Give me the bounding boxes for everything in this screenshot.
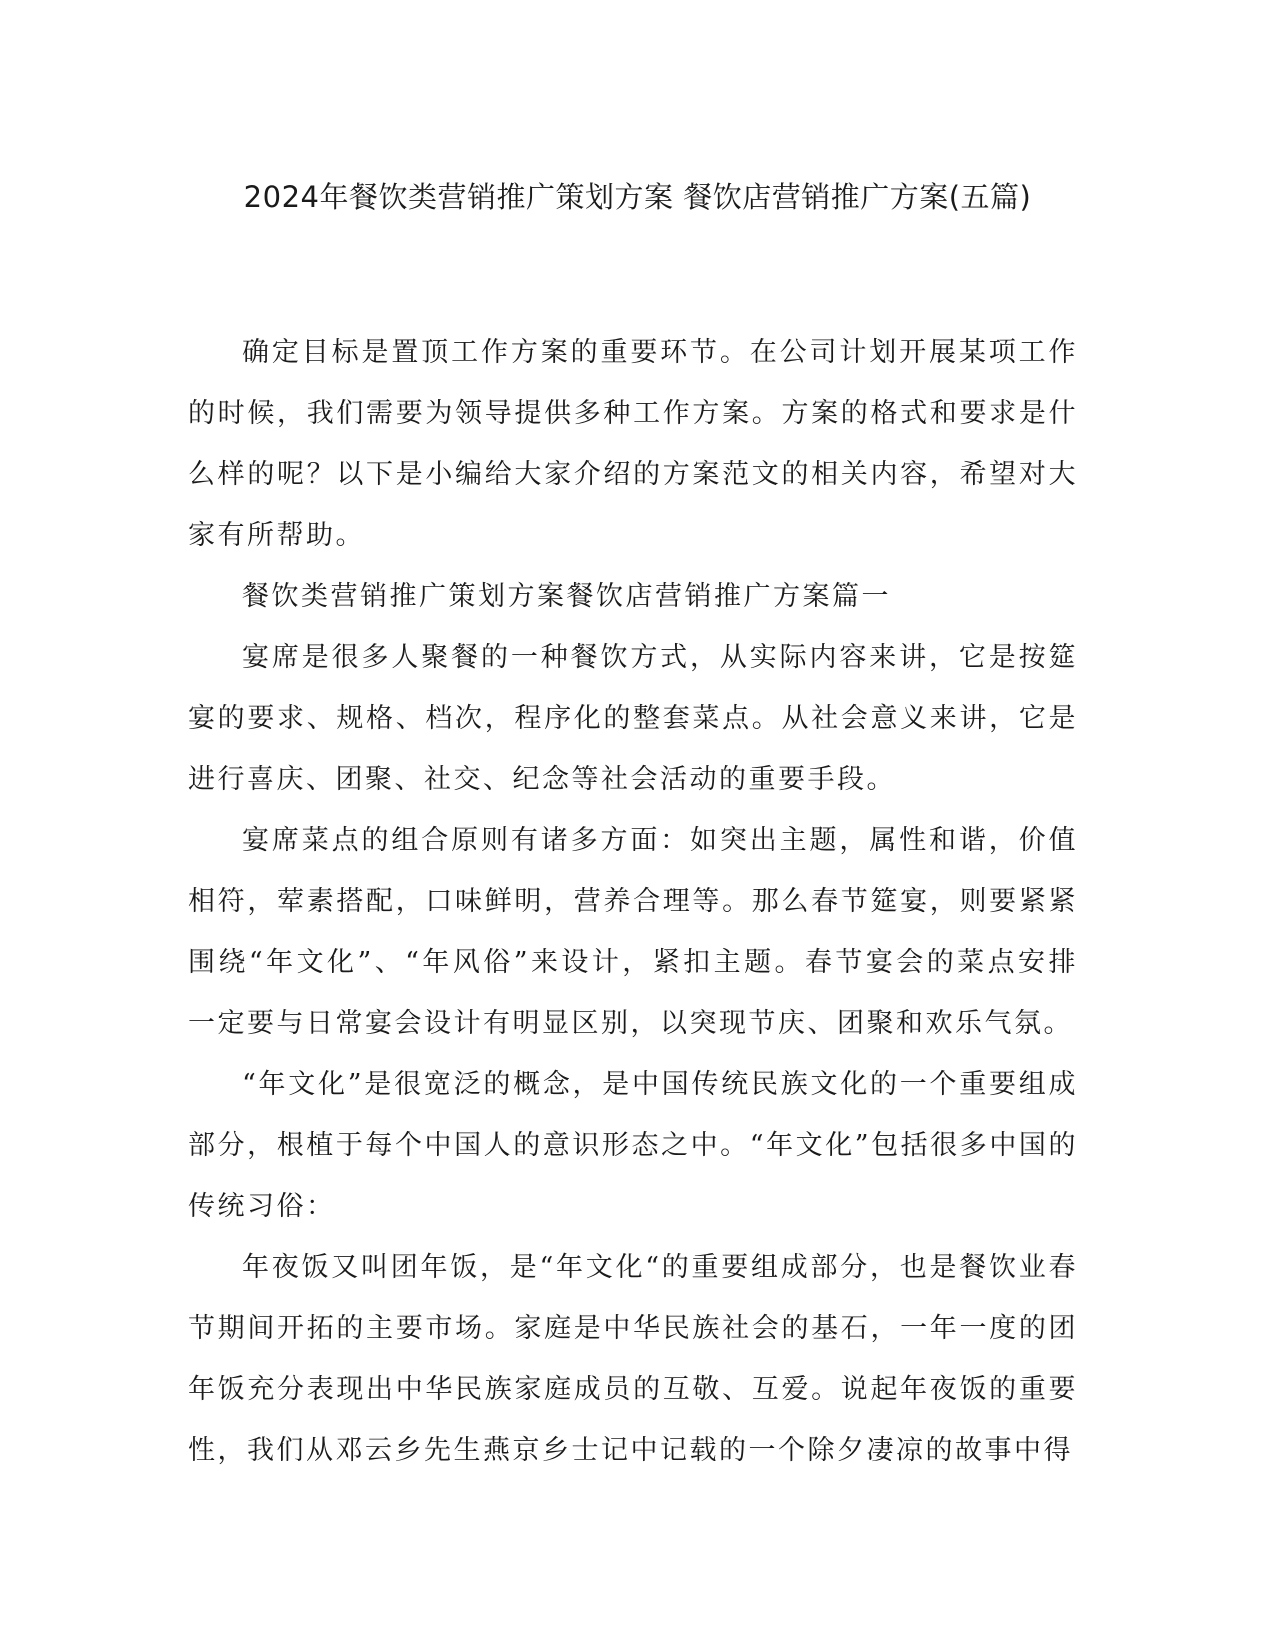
paragraph-new-year-culture: “年文化”是很宽泛的概念，是中国传统民族文化的一个重要组成部分，根植于每个中国人的意识形态之中。“年文化”包括很多中国的传统习俗： [188, 1069, 1078, 1222]
paragraph-reunion-dinner: 年夜饭又叫团年饭，是“年文化“的重要组成部分，也是餐饮业春节期间开拓的主要市场。家庭是中华民族社会的基石，一年一度的团年饭充分表现出中华民族家庭成员的互敬、互爱。说起年夜饭的重要性，我们从邓云乡先生燕京乡士记中记载的一个除夕凄凉的故事中得 [188, 1252, 1078, 1466]
paragraph-banquet-principles: 宴席菜点的组合原则有诸多方面：如突出主题，属性和谐，价值相符，荤素搭配，口味鲜明，营养合理等。那么春节筵宴，则要紧紧围绕“年文化”、“年风俗”来设计，紧扣主题。春节宴会的菜点安排一定要与日常宴会设计有明显区别，以突现节庆、团聚和欢乐气氛。 [188, 825, 1078, 1039]
document-title: 2024年餐饮类营销推广策划方案 餐饮店营销推广方案(五篇) [243, 180, 1032, 214]
document-body [188, 322, 1078, 1481]
paragraph-intro: 确定目标是置顶工作方案的重要环节。在公司计划开展某项工作的时候，我们需要为领导提供多种工作方案。方案的格式和要求是什么样的呢？以下是小编给大家介绍的方案范文的相关内容，希望对大家有所帮助。 [188, 337, 1078, 551]
paragraph-banquet-definition: 宴席是很多人聚餐的一种餐饮方式，从实际内容来讲，它是按筵宴的要求、规格、档次，程序化的整套菜点。从社会意义来讲，它是进行喜庆、团聚、社交、纪念等社会活动的重要手段。 [188, 642, 1078, 795]
section-heading-part-one: 餐饮类营销推广策划方案餐饮店营销推广方案篇一 [242, 581, 891, 612]
